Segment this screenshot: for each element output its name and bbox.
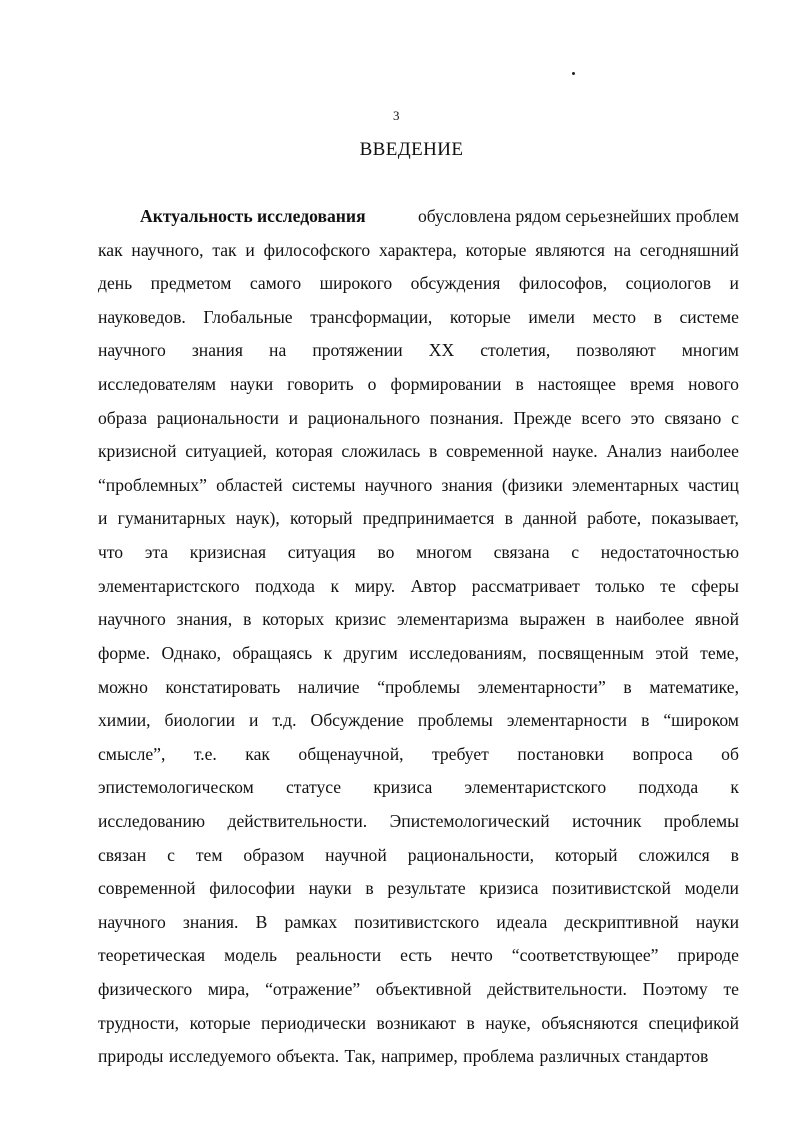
word: являются: [535, 239, 606, 260]
word: протяжении: [312, 340, 403, 361]
word: проблемы: [417, 710, 493, 731]
word: так: [212, 239, 237, 260]
paragraph-line: [98, 368, 739, 402]
word: источник: [572, 810, 642, 831]
paragraph-line: [98, 906, 739, 940]
word: идеала: [496, 911, 548, 932]
word: как: [245, 743, 270, 764]
word: этой: [655, 642, 689, 663]
word: подхода: [638, 777, 699, 798]
word: которые: [465, 239, 527, 260]
word: которые: [449, 306, 511, 327]
word: Анализ: [606, 441, 662, 462]
word: во: [377, 542, 395, 563]
word: на: [613, 239, 632, 260]
word: эпистемологическом: [98, 777, 254, 798]
word: научного: [364, 474, 433, 495]
word: к: [323, 642, 333, 663]
word: элементаристского: [98, 575, 240, 596]
word: только: [595, 575, 645, 596]
word: природе: [677, 945, 739, 966]
paragraph-line: [98, 334, 739, 368]
word: исследователям: [98, 374, 217, 395]
word: на: [269, 340, 287, 361]
word: другим: [343, 642, 398, 663]
page-number: 3: [393, 108, 400, 123]
word: и: [288, 407, 299, 428]
word: математике,: [649, 676, 739, 697]
word: “широком: [663, 710, 739, 731]
paragraph-line: [98, 872, 739, 906]
word: науке.: [552, 441, 598, 462]
word: физического: [98, 979, 193, 1000]
word: в: [653, 306, 662, 327]
word: областей: [216, 474, 283, 495]
word: недостаточностью: [600, 542, 739, 563]
section-title: ВВЕДЕНИЕ: [359, 139, 464, 160]
word: элементарных: [572, 474, 679, 495]
word: рассматривает: [471, 575, 580, 596]
word: посвященным: [538, 642, 644, 663]
word: в: [365, 878, 374, 899]
word: образа: [98, 407, 148, 428]
word: науки: [308, 878, 352, 899]
word: сферы: [691, 575, 739, 596]
word: предметом: [150, 273, 232, 294]
paragraph-line: [98, 301, 739, 335]
word: наиболее: [615, 609, 685, 630]
paragraph-line: [98, 738, 739, 772]
word: эта: [144, 542, 169, 563]
word: (физики: [501, 474, 563, 495]
paragraph-line: природы исследуемого объекта. Так, например, проблема различных стандартов: [98, 1046, 709, 1067]
word: и: [245, 239, 255, 260]
word: Обсуждение: [310, 710, 404, 731]
word: которых: [262, 609, 325, 630]
word: работе,: [587, 508, 642, 529]
word: кризисной: [98, 441, 177, 462]
word: философов,: [518, 273, 608, 294]
word: широкого: [319, 273, 393, 294]
word: настоящее: [537, 374, 616, 395]
word: философского: [263, 239, 371, 260]
paragraph-line: [98, 1007, 739, 1041]
word: время: [630, 374, 675, 395]
word: в: [641, 710, 650, 731]
word: есть: [400, 945, 432, 966]
word: данной: [523, 508, 577, 529]
word: т.д.: [272, 710, 297, 731]
word: кризис: [335, 609, 387, 630]
word: теоретическая: [98, 945, 206, 966]
paragraph-line: [98, 502, 739, 536]
paragraph-line: [98, 435, 739, 469]
word: Поэтому: [642, 979, 708, 1000]
word: общенаучной,: [298, 743, 404, 764]
word: нового: [688, 374, 739, 395]
word: место: [592, 306, 636, 327]
word: говорить: [287, 374, 354, 395]
word: который: [555, 844, 618, 865]
word: системы: [291, 474, 356, 495]
paragraph-line: [98, 536, 739, 570]
word: знания,: [176, 609, 233, 630]
word: день: [98, 273, 133, 294]
word: обсуждения: [410, 273, 501, 294]
word: Автор: [410, 575, 457, 596]
word: в: [730, 844, 739, 865]
word: “отражение”: [265, 979, 361, 1000]
first-line-rest: обусловлена рядом серьезнейших проблем: [417, 206, 739, 226]
word: формировании: [390, 374, 502, 395]
paragraph-line: [98, 704, 739, 738]
word: кризиса: [373, 777, 433, 798]
paragraph-line: [98, 939, 739, 973]
word: элементаристского: [464, 777, 607, 798]
paragraph-line: [98, 469, 739, 503]
word: кризисная: [189, 542, 267, 563]
word: позитивистской: [552, 878, 671, 899]
word: выражен: [519, 609, 586, 630]
word: сложился: [638, 844, 710, 865]
word: познания.: [429, 407, 504, 428]
word: “проблемы: [377, 676, 461, 697]
word: реальности: [296, 945, 382, 966]
word: нечто: [450, 945, 493, 966]
word: тем: [195, 844, 223, 865]
word: системе: [679, 306, 739, 327]
word: характера,: [379, 239, 457, 260]
word: современной: [98, 878, 196, 899]
word: Прежде: [513, 407, 572, 428]
word: постановки: [517, 743, 604, 764]
scan-speck: [572, 72, 575, 75]
word: ситуацией,: [185, 441, 267, 462]
word: всего: [581, 407, 621, 428]
word: в: [504, 508, 513, 529]
paragraph-line: [98, 570, 739, 604]
word: сложилась: [341, 441, 421, 462]
word: в: [515, 374, 524, 395]
word: обращаясь: [232, 642, 313, 663]
word: элементарности: [506, 710, 628, 731]
paragraph-line: [98, 805, 739, 839]
word: смысле”,: [98, 743, 166, 764]
word: Глобальные: [203, 306, 293, 327]
word: что: [98, 542, 124, 563]
word: явной: [694, 609, 739, 630]
word: исследованиям,: [409, 642, 527, 663]
word: показывает,: [651, 508, 739, 529]
word: мира,: [207, 979, 250, 1000]
word: научного: [98, 911, 166, 932]
word: Эпистемологический: [389, 810, 550, 831]
word: “проблемных”: [98, 474, 207, 495]
word: констатировать: [165, 676, 281, 697]
paragraph-line: [98, 637, 739, 671]
word: научного: [98, 609, 166, 630]
word: позитивистского: [354, 911, 480, 932]
word: которая: [275, 441, 333, 462]
word: современной: [446, 441, 544, 462]
word: элементарности”: [477, 676, 606, 697]
word: знания.: [182, 911, 239, 932]
word: те: [723, 979, 739, 1000]
word: это: [630, 407, 655, 428]
word: В: [255, 911, 268, 932]
body-paragraph: [98, 200, 739, 1074]
word: периодически: [261, 1012, 367, 1033]
word: образом: [243, 844, 305, 865]
word: в: [596, 609, 605, 630]
word: миру.: [354, 575, 396, 596]
paragraph-line: [98, 267, 739, 301]
word: спецификой: [648, 1012, 739, 1033]
word: можно: [98, 676, 148, 697]
word: как: [98, 239, 123, 260]
word: знания: [441, 474, 493, 495]
word: теме,: [700, 642, 739, 663]
word: которые: [189, 1012, 251, 1033]
word: многом: [416, 542, 472, 563]
word: с: [571, 542, 580, 563]
paragraph-line: [98, 771, 739, 805]
word: самого: [249, 273, 302, 294]
word: действительности.: [487, 979, 627, 1000]
word: предпринимается: [362, 508, 495, 529]
word: философии: [209, 878, 295, 899]
word: рамках: [284, 911, 338, 932]
paragraph-line: [98, 671, 739, 705]
word: XX: [428, 340, 455, 361]
paragraph-line: [98, 603, 739, 637]
word: объясняются: [541, 1012, 638, 1033]
word: к: [730, 777, 739, 798]
word: частиц: [687, 474, 739, 495]
word: трансформации,: [310, 306, 433, 327]
word: требует: [431, 743, 489, 764]
word: модели: [684, 878, 739, 899]
word: в: [623, 676, 632, 697]
word: и: [729, 273, 739, 294]
lead-bold-phrase: Актуальность исследования: [140, 206, 366, 226]
word: социологов: [625, 273, 712, 294]
word: имели: [528, 306, 575, 327]
word: столетия,: [480, 340, 551, 361]
word: трудности,: [98, 1012, 180, 1033]
word: действительности.: [227, 810, 368, 831]
word: форме.: [98, 642, 151, 663]
word: научного: [98, 340, 166, 361]
word: биологии: [164, 710, 236, 731]
word: элементаризма: [396, 609, 509, 630]
word: в: [466, 1012, 475, 1033]
word: о: [367, 374, 377, 395]
word: наук),: [235, 508, 280, 529]
word: вопроса: [632, 743, 693, 764]
paragraph-line: [98, 839, 739, 873]
paragraph-line: [98, 234, 739, 268]
word: возникают: [376, 1012, 457, 1033]
word: связан: [98, 844, 147, 865]
word: в: [243, 609, 252, 630]
word: позволяют: [576, 340, 656, 361]
word: проблемы: [663, 810, 739, 831]
word: науке,: [485, 1012, 531, 1033]
word: науки: [230, 374, 274, 395]
word: статусе: [285, 777, 342, 798]
word: знания: [191, 340, 243, 361]
word: химии,: [98, 710, 151, 731]
word: связана: [493, 542, 550, 563]
word: об: [721, 743, 739, 764]
word: сегодняшний: [639, 239, 739, 260]
word: в: [429, 441, 438, 462]
word: объективной: [375, 979, 472, 1000]
word: дескриптивной: [564, 911, 679, 932]
word: гуманитарных: [117, 508, 226, 529]
word: с: [731, 407, 739, 428]
word: исследованию: [98, 810, 205, 831]
word: наиболее: [670, 441, 739, 462]
word: который: [290, 508, 353, 529]
word: рационального: [307, 407, 421, 428]
word: многим: [681, 340, 739, 361]
word: наличие: [297, 676, 360, 697]
paragraph-line: [98, 402, 739, 436]
word: те: [660, 575, 676, 596]
word: подхода: [255, 575, 315, 596]
word: и: [249, 710, 259, 731]
word: кризиса: [479, 878, 539, 899]
word: т.е.: [193, 743, 217, 764]
word: и: [98, 508, 108, 529]
word: науки: [695, 911, 739, 932]
word: “соответствующее”: [511, 945, 659, 966]
paragraph-line: [98, 200, 739, 234]
word: с: [167, 844, 175, 865]
word: рациональности: [156, 407, 279, 428]
word: связано: [664, 407, 722, 428]
word: научного,: [131, 239, 204, 260]
word: результате: [387, 878, 466, 899]
word: рациональности,: [407, 844, 535, 865]
word: научной: [325, 844, 387, 865]
paragraph-line: [98, 973, 739, 1007]
word: ситуация: [287, 542, 356, 563]
word: к: [330, 575, 340, 596]
word: Однако,: [161, 642, 222, 663]
word: модель: [224, 945, 278, 966]
word: науковедов.: [98, 306, 186, 327]
